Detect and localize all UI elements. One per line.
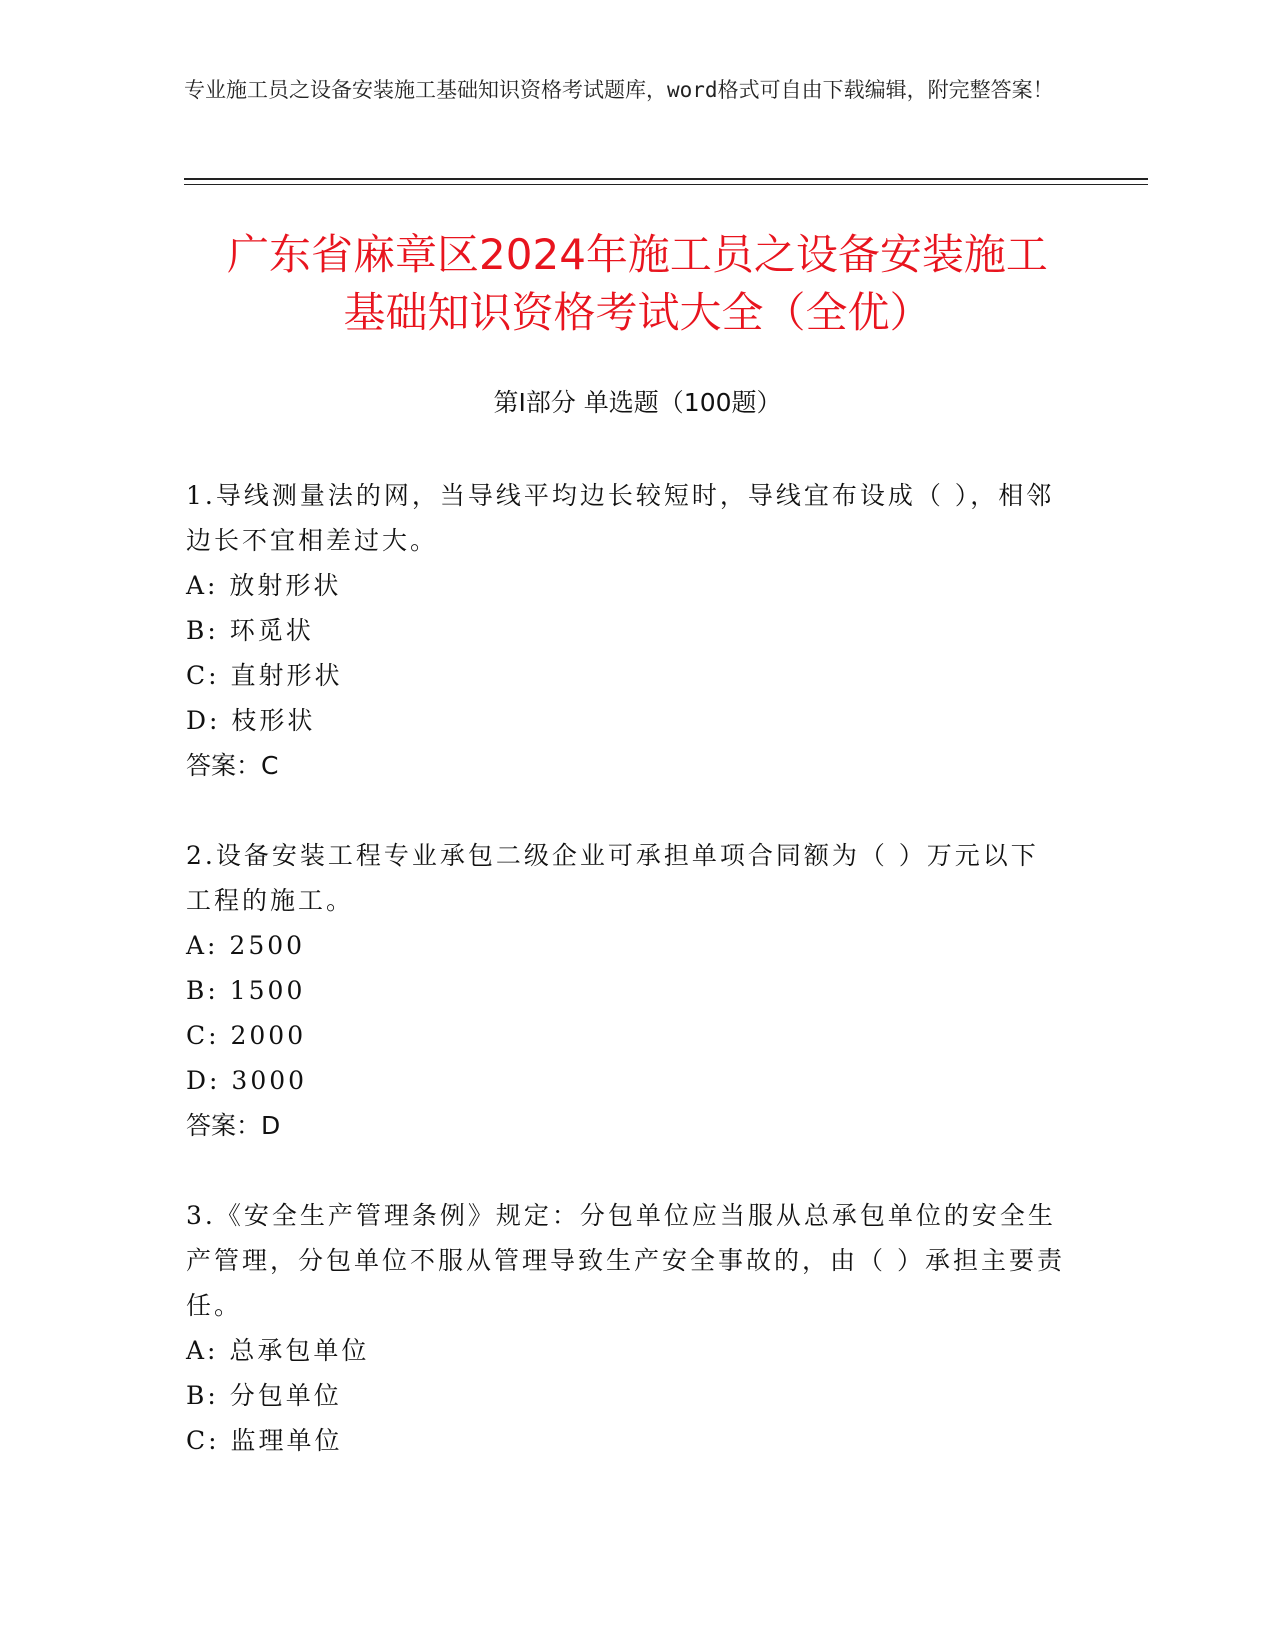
- question-stem: 2.设备安装工程专业承包二级企业可承担单项合同额为（ ）万元以下工程的施工。: [186, 841, 1039, 915]
- question-stem: 1.导线测量法的网，当导线平均边长较短时，导线宜布设成（ ），相邻边长不宜相差过大。: [186, 481, 1055, 555]
- answer-label: 答案：D: [186, 1111, 281, 1140]
- header-divider-thin: [184, 184, 1148, 185]
- section-heading: 第Ⅰ部分 单选题（100题）: [493, 388, 782, 417]
- header-divider-thick: [184, 178, 1148, 180]
- question-2: [186, 833, 1066, 1148]
- option-a: A: 总承包单位: [186, 1336, 370, 1365]
- question-list: [186, 473, 1066, 1508]
- option-c: C: 2000: [186, 1021, 307, 1050]
- question-stem: 3.《安全生产管理条例》规定：分包单位应当服从总承包单位的安全生产管理，分包单位不服从管理导致生产安全事故的，由（ ）承担主要责任。: [186, 1201, 1065, 1320]
- option-d: D: 3000: [186, 1066, 308, 1095]
- title-line-1: 广东省麻章区2024年施工员之设备安装施工: [227, 230, 1048, 279]
- option-b: B: 1500: [186, 976, 306, 1005]
- title-line-2: 基础知识资格考试大全（全优）: [343, 288, 932, 337]
- document-title: [150, 226, 1125, 342]
- option-a: A: 2500: [186, 931, 306, 960]
- option-a: A: 放射形状: [186, 571, 342, 600]
- question-3: [186, 1193, 1066, 1463]
- option-d: D: 枝形状: [186, 706, 316, 735]
- option-b: B: 分包单位: [186, 1381, 342, 1410]
- option-c: C: 监理单位: [186, 1426, 343, 1455]
- option-b: B: 环觅状: [186, 616, 314, 645]
- header-note: 专业施工员之设备安装施工基础知识资格考试题库，word格式可自由下载编辑，附完整答案！: [184, 78, 1054, 102]
- option-c: C: 直射形状: [186, 661, 343, 690]
- question-1: [186, 473, 1066, 788]
- answer-label: 答案：C: [186, 751, 279, 780]
